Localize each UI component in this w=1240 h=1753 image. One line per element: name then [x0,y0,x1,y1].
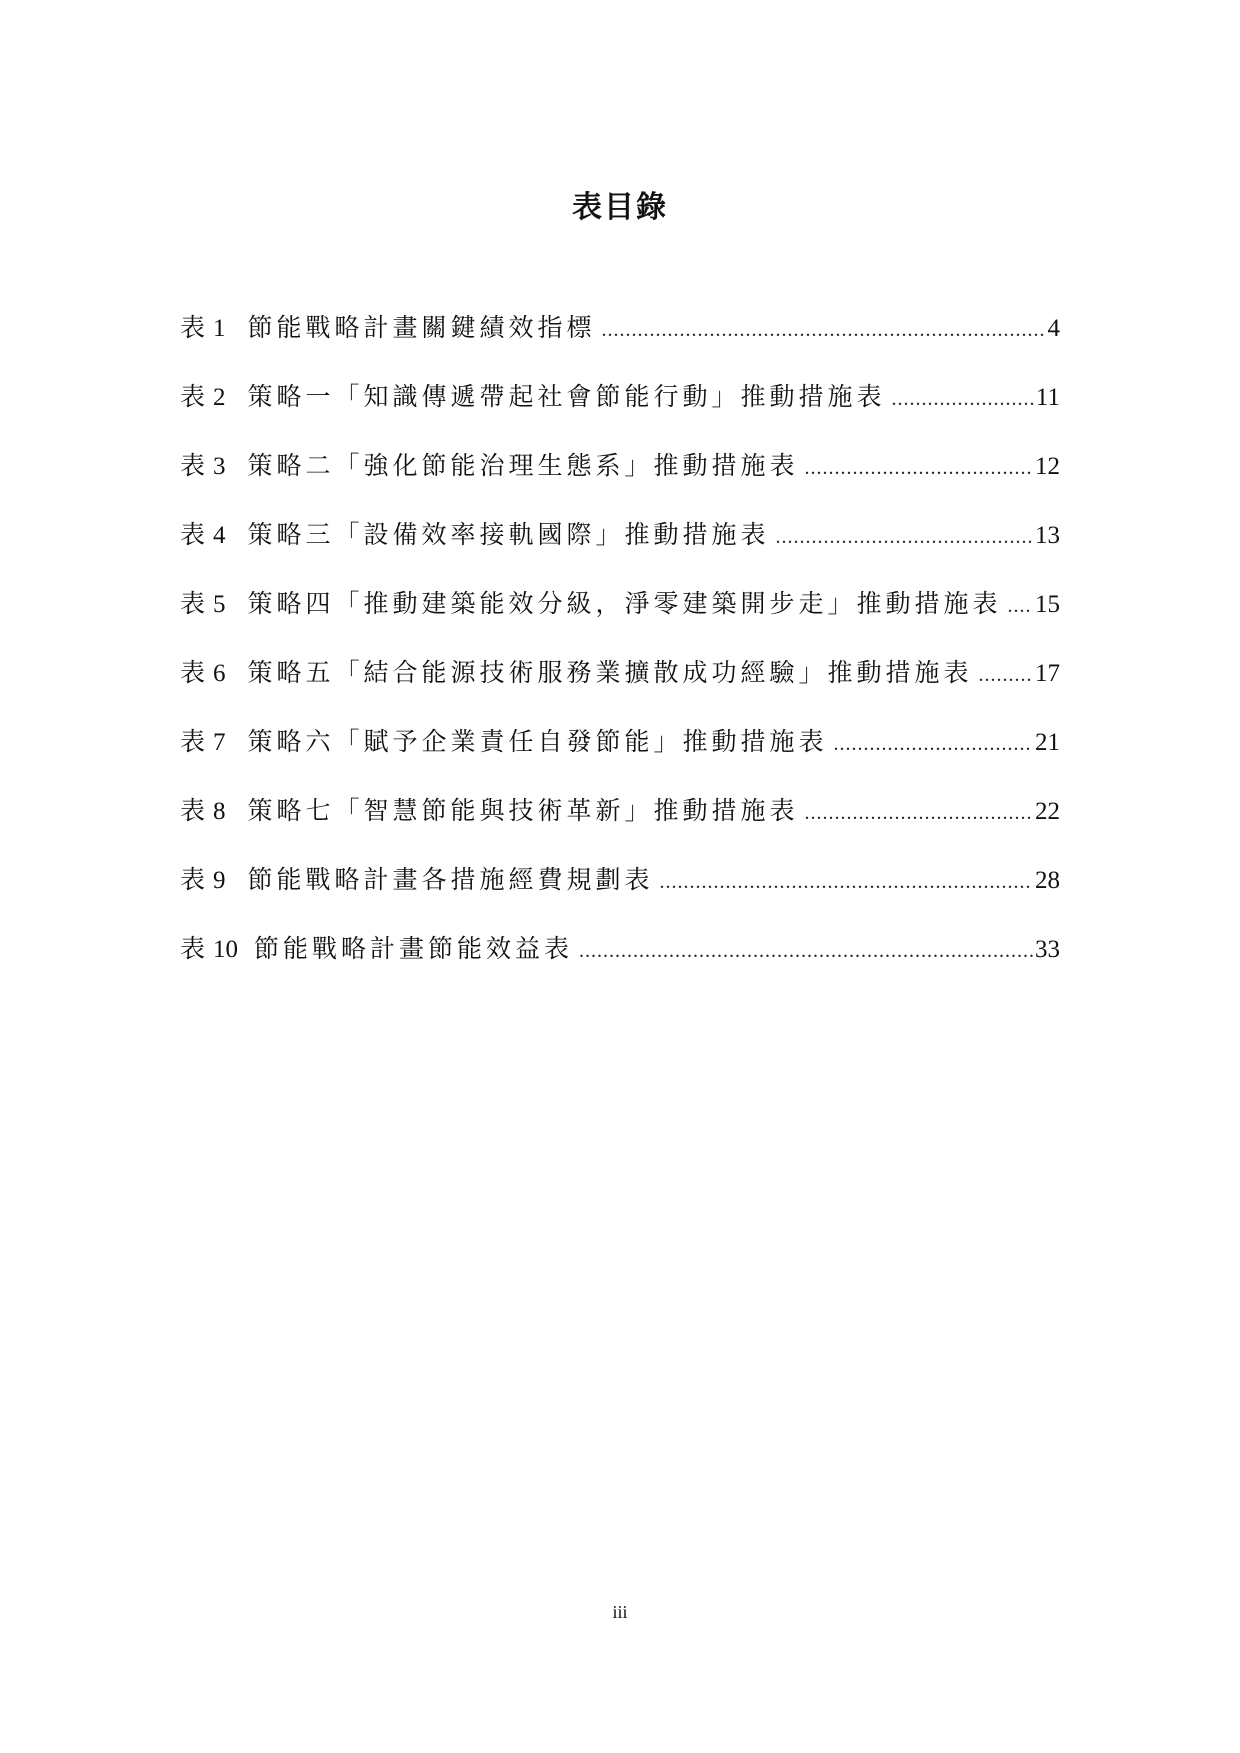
toc-title: 策略四「推動建築能效分級，淨零建築開步走」推動措施表 [247,589,1002,618]
toc-label: 表 1 [180,313,226,342]
toc-page-number: 22 [1035,798,1060,825]
page-title: 表目錄 [572,190,668,225]
toc-leader [805,795,1033,831]
toc-leader [660,864,1033,900]
toc-number: 1 [213,315,226,342]
toc-label: 表 4 [180,520,226,549]
toc-number: 5 [213,591,226,618]
table-of-tables [180,310,1060,1000]
toc-title: 策略六「賦予企業責任自發節能」推動措施表 [247,727,828,756]
toc-title: 策略五「結合能源技術服務業擴散成功經驗」推動措施表 [247,658,973,687]
toc-number: 7 [213,729,226,756]
toc-leader [776,519,1033,555]
toc-entry[interactable] [180,517,1060,586]
toc-entry[interactable] [180,448,1060,517]
toc-page-number: 21 [1035,729,1060,756]
toc-entry[interactable] [180,793,1060,862]
toc-label: 表 5 [180,589,226,618]
toc-number: 9 [213,867,226,894]
toc-leader [979,657,1033,693]
toc-label: 表 6 [180,658,226,687]
toc-entry[interactable] [180,862,1060,931]
toc-leader [892,381,1034,417]
toc-entry[interactable] [180,931,1060,1000]
toc-label: 表 10 [180,934,239,963]
toc-number: 6 [213,660,226,687]
toc-leader [579,933,1033,969]
toc-leader [1008,588,1033,624]
toc-entry[interactable] [180,586,1060,655]
toc-title: 策略七「智慧節能與技術革新」推動措施表 [247,796,799,825]
toc-leader [834,726,1033,762]
toc-number: 4 [213,522,226,549]
toc-title: 節能戰略計畫關鍵績效指標 [247,313,596,342]
toc-entry[interactable] [180,310,1060,379]
toc-entry[interactable] [180,724,1060,793]
toc-title: 策略三「設備效率接軌國際」推動措施表 [247,520,770,549]
toc-number: 10 [213,936,239,963]
toc-page-number: 13 [1035,522,1060,549]
toc-label: 表 2 [180,382,226,411]
page-number: iii [612,1602,628,1622]
toc-title: 節能戰略計畫各措施經費規劃表 [247,865,654,894]
toc-title: 策略一「知識傳遞帶起社會節能行動」推動措施表 [247,382,886,411]
toc-page-number: 28 [1035,867,1060,894]
toc-page-number: 17 [1035,660,1060,687]
toc-number: 2 [213,384,226,411]
toc-page-number: 33 [1035,936,1060,963]
toc-page-number: 15 [1035,591,1060,618]
toc-label: 表 7 [180,727,226,756]
toc-label: 表 3 [180,451,226,480]
toc-entry[interactable] [180,379,1060,448]
toc-number: 3 [213,453,226,480]
toc-label: 表 9 [180,865,226,894]
toc-number: 8 [213,798,226,825]
toc-label: 表 8 [180,796,226,825]
toc-leader [602,312,1046,348]
toc-entry[interactable] [180,655,1060,724]
toc-title: 策略二「強化節能治理生態系」推動措施表 [247,451,799,480]
toc-leader [805,450,1033,486]
toc-page-number: 4 [1047,315,1060,342]
toc-title: 節能戰略計畫節能效益表 [254,934,574,963]
toc-page-number: 11 [1035,384,1060,411]
toc-page-number: 12 [1035,453,1060,480]
